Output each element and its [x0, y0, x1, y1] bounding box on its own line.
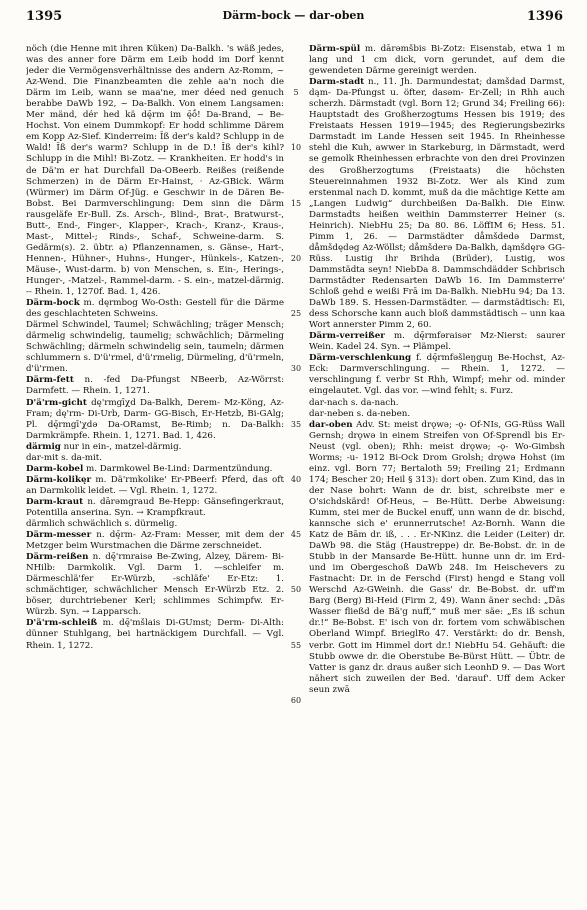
dictionary-entry — [26, 618, 284, 651]
entry-text: m. Dä'rmkolike' Er-PBeerf: Pferd, das oft an Darmkolik leidet. — Vgl. Rhein. 1, 1272. — [26, 474, 284, 496]
entry-headword: Därm-verschlenkung — [309, 353, 412, 364]
right-column — [309, 44, 565, 900]
entry-text: dar-neben s. da-neben. — [309, 408, 411, 419]
entry-headword: därmig — [26, 441, 61, 452]
entry-text: m. dę̄'mšlais Di-GUmst; Derm- Di-Alth: dünner Stuhlgang, bei hartnäckigem Durchfall. — Vgl. Rhein. 1, 1272. — [26, 618, 284, 651]
dictionary-entry — [26, 320, 284, 375]
entry-text: därmlich schwächlich s. dürmelig. — [26, 519, 178, 530]
entry-headword: Darm-stadt — [309, 77, 365, 88]
entry-headword: Därm-reißen — [26, 552, 89, 563]
line-number: 30 — [290, 364, 302, 374]
entry-text: n. dę̄'rmraisə Be-Zwing, Alzey, Därem- Bi-NHilb: Darmkolik. Vgl. Darm 1. —schleifer m. Därmeschlä'fer Er-Würzb, -schläfe' Er-Etz: 1. schmächtiger, schwächlicher Mensch Er-Würzb Etz. 2. böser, durchtriebener Kerl; schlimmes Schimpfw. Er-Würzb. Syn. → Lapparsch. — [26, 552, 284, 618]
entry-text: Adv. St: meist drǫwə; -ǫ- Of-NIs, GG-Rüss Wall Gernsh; drǫwə in einem Streifen von Of-Sprendl bis Er-Neust (vgl. oben); Rhh: meist drǫwə; -ǫ- Wo-Gimbsh Worms; -u- 1912 Bi-Ock Drom Grolsh; drǫwə Hohst (im einz. vgl. Born 77; Bertaloth 59; Freiling 21; Erdmann 174; Bescher 20; Heil § 313): dort oben. Zum Kind, das in der Nase bohrt: Wann de dr. bist, schreibste mer e O'sichdskärd! Of-Heus, ~ Be-Hütt. Derbe Abweisung: Kumm, stei mer de Buckel enuff, unn wann de dr. bischd, kannsche sich e' erunnerrutsche! Az-Bornh. Wann die Katz de Bām dr. iß, . . . Er-NKinz. die Leider (Leiter) dr. DaWb 98. die Stäg (Haustreppe) dr. Be-Bobst. dr. in de Stubb in der Mansarde Be-Hütt. hunne unn dr. im Erd- und im Obergeschoß DaWb 248. Im Heischevers zu Fastnacht: Dr. in de Ferschd (First) hengd e Stang voll Werschd Az-GWeinh. die Gass' dr. Be-Bobst. dr. uff'm Barg (Berg) Bi-Heid (Firm 2, 49). Wann äner sechd: „Dās Wasser fließd de Bä'g nuff,“ muß mer säe: „Es iß schun dr.!“ Be-Bobst. E' isch von dr. fortem vom schwäbischen Oberland Wimpf. BrieglRo 47. Verstärkt: do dr. Bensh, verbr. Gott im Himmel dort dr.! NiebHu 54. Gehäuft: die Stubb owwe dr. die Oberstube Be-Bürst Hütt. — Übtr. de Vatter is ganz dr. draus außer sich LeonhD 9. — Das Wort nähert sich zuweilen der Bed. 'darauf'. Uff dem Acker seun zwā — [309, 419, 565, 695]
entry-text: n., 11. Jh. Darmundestat; damšdad Darmst, dąm- Da-Pfungst u. öfter, dasəm- Er-Zell; in Rhh auch scherzh. Därmstadt (vgl. Born 12; Grund 34; Freiling 66): Hauptstadt des Großherzogtums Hessen bis 1919; des Freistaats Hessen 1919—1945; des Regierungsbezirks Darmstadt im Lande Hessen seit 1945. In Rheinhesse stehl die Kuh, awwer in Starkeburg, in Därmstadt, werd se gemolk Rheinhessen erbrachte von den drei Provinzen des Großherzogtums (Freistaats) die höchsten Steuereinnahmen 1932 Bi-Zotz. Wer als Kind zum erstenmal nach D. kommt, muß da die mächtige Kette am „Langen Ludwig“ durchbeißen Da-Balkh. Die Einw. Darmstadts heißen weithin Dammsterrer Heiner (s. Heinrich). NiebHu 25; Da 80. 86. LöffIM 6; Hess. 51. Pimm 1, 26. — Darmstädter dåmšdedə Darmst, dåmšdędəg Az-Wöllst; dåmšderə Da-Balkh, dąmšdęrə GG-Rüss. Lustig ihr Brihda (Brüder), Lustig, wos Dammstädta seyn! NiebDa 8. Dammschdädder Schbrisch Darmstädter Redensarten DaWb 16. Im Dammsterre' Schloß gehd e weißi Frā im Da-Balkh. NiebHu 94; Da 13. DaWb 189. S. Hessen-Darmstädter. — darmstädtisch: Ei, dess Schorsche kann auch bloß dammstädtisch -- unn kaa Wort annerster Pimm 2, 60. — [309, 77, 565, 331]
entry-headword: Därm-fett — [26, 375, 74, 386]
dictionary-entry — [26, 44, 284, 298]
entry-text: m. dęrmbog Wo-Osth: Gestell für die Därme des geschlachteten Schweins. — [26, 298, 284, 320]
dictionary-entry — [309, 409, 565, 420]
entry-headword: dar-oben — [309, 419, 353, 430]
entry-headword: D'ä'rm-schleiß — [26, 618, 98, 629]
line-number: 15 — [290, 198, 302, 208]
dictionary-entry — [309, 420, 565, 696]
entry-headword: Därm-messer — [26, 530, 92, 541]
entry-text: n. -fed Da-Pfungst NBeerb, Az-Wörrst: Darmfett. — Rhein. 1, 1271. — [26, 375, 284, 397]
line-number: 45 — [290, 530, 302, 540]
dictionary-entry — [26, 398, 284, 442]
entry-text: n. dārəmgraud Be-Hepp: Gänsefingerkraut, Potentilla anserina. Syn. → Krampfkraut. — [26, 496, 284, 518]
entry-headword: D'ä'rm-gicht — [26, 397, 87, 408]
entry-text: m. dę̄rmfəraisər Mz-Nierst: saurer Wein. Kadel 24. Syn. → Plämpel. — [309, 331, 565, 353]
line-number: 35 — [290, 419, 302, 429]
entry-text: dę'rmgīχd Da-Balkh, Derem- Mz-Köng, Az-Fram; dę'rm- Di-Urb, Darm- GG-Bisch, Er-Hetzb, Bi-GAlg; Pl. dę̄rmgī'χdə Da-ORamst, Be-Rimb; n. Da-Balkh: Darmkrämpfe. Rhein. 1, 1271. Bad. 1, 426. — [26, 397, 284, 441]
line-number: 55 — [290, 640, 302, 650]
dictionary-entry — [309, 353, 565, 397]
dictionary-entry — [309, 398, 565, 409]
entry-text: dar-nach s. da-nach. — [309, 397, 399, 408]
dictionary-entry — [26, 464, 284, 475]
entry-text: f. dę̄rmfəšleŋguŋ Be-Hochst, Az-Eck: Darmverschlingung. — Rhein. 1, 1272. —verschlingung f. verbr St Rhh, Wimpf; mehr od. minder eingelautet. Vgl. das vor. —wind fehlt; s. Furz. — [309, 353, 565, 397]
entry-headword: Därm-kolikęr — [26, 474, 92, 485]
entry-text: nur in ein-, matzel-därmig. — [60, 441, 182, 452]
line-number: 20 — [290, 253, 302, 263]
entry-text: m. Darmkowel Be-Lind: Darmentzündung. — [83, 463, 273, 474]
running-title: Därm-bock — dar-oben — [222, 9, 365, 22]
line-number: 25 — [290, 309, 302, 319]
dictionary-entry — [26, 497, 284, 519]
line-number-gutter — [285, 0, 307, 910]
dictionary-entry — [26, 442, 284, 453]
entry-headword: Darm-kraut — [26, 496, 84, 507]
dictionary-entry — [26, 453, 284, 464]
entry-text: dar-mit s. da-mit. — [26, 452, 103, 463]
entry-text: Därmel Schwindel, Taumel; Schwächling; träger Mensch; därmelig schwindelig, taumelig; schwächlich; Därmeling Schwächling; därmeln schwindelig sein, taumeln; därmen schlummern s. D'ü'rmel, d'ü'rmelig, Dürmeling, d'ü'rmeln, d'ü'rmen. — [26, 320, 284, 375]
entry-text: nöch (die Henne mit ihren Küken) Da-Balkh. 's wäß jedes, was des anner fore Därm em Leib hodd im Dorf kennt jeder die Vermögensverhältnisse des andern Az-Romm, ~ Az-Wend. Die Finanzbeamten die zehle aa'n noch die Därm im Leib, wann se maa'ne, mer déed ned genuch berabbe DaWb 192, ~ Da-Balkh. Von einem Langsamen: Mer mänd, dér hed kä dę̄rm im ę̄ṓ! Da-Brand, ~ Be-Hochst. Von einem Dummkopf: Er hodd schlimme Därem em Kopp Az-Sief. Kinderreim: Ĭß der's kald? Schlupp in de Wald! Ĭß der's warm? Schlupp in de D.! Ĭß der's kihl? Schlupp in die Mihl! Bi-Zotz. — Krankheiten. Er hodd's in de Dä'm er hat Durchfall Da-OBeerb. Reißes (reißende Schmerzen) in de Därm Er-Hainst, · Az-GBick. Wärm (Würmer) im Därm Of-Jüg. e Geschwir in de Dären Be-Bobst. Bei Darmverschlingung: Dem sinn die Därm rausgeläfe Er-Bull. Zs. Arsch-, Blind-, Brat-, Bratwurst-, Butt-, End-, Finger-, Klapper-, Krach-, Kranz-, Kraus-, Mast-, Mittel-; Rinds-, Schaf-, Schweine-darm. S. Gedärm(s). 2. übtr. a) Pflanzennamen, s. Gänse-, Hart-, Hennen-, Hühner-, Huhns-, Hunger-, Hünkels-, Katzen-, Mäuse-, Wust-darm. b) von Menschen, s. Ein-, Herings-, Hunger-, -Matzel-, Rammel-darm. - S. ein-, matzel-därmig. -- Rhein. 1, 1270f. Bad. 1, 426. — [26, 44, 284, 298]
dictionary-entry — [26, 552, 284, 618]
entry-headword: Därm-verreißer — [309, 331, 385, 342]
dictionary-entry — [26, 475, 284, 497]
line-number: 5 — [293, 88, 299, 98]
entry-headword: Darm-kobel — [26, 463, 84, 474]
dictionary-entry — [26, 530, 284, 552]
left-column — [26, 44, 284, 900]
dictionary-entry — [309, 331, 565, 353]
entry-headword: Därm-bock — [26, 298, 80, 309]
dictionary-entry — [26, 375, 284, 397]
line-number: 10 — [290, 143, 302, 153]
line-number: 50 — [290, 585, 302, 595]
dictionary-entry — [26, 298, 284, 320]
dictionary-entry — [309, 77, 565, 331]
line-number: 40 — [290, 474, 302, 484]
entry-text: n. dę̄rm- Az-Fram: Messer, mit dem der Metzger beim Wurstmachen die Därme zerschneidet. — [26, 530, 284, 552]
entry-text: m. dārəmšbis Bi-Zotz: Eisenstab, etwa 1 m lang und 1 cm dick, vorn gerundet, auf dem die gewendeten Därme gereinigt werden. — [309, 44, 565, 77]
page-number-right: 1396 — [526, 9, 563, 24]
dictionary-entry — [309, 44, 565, 77]
page-number-left: 1395 — [26, 9, 63, 24]
line-number: 60 — [290, 695, 302, 705]
entry-headword: Därm-spül — [309, 44, 361, 54]
dictionary-entry — [26, 519, 284, 530]
